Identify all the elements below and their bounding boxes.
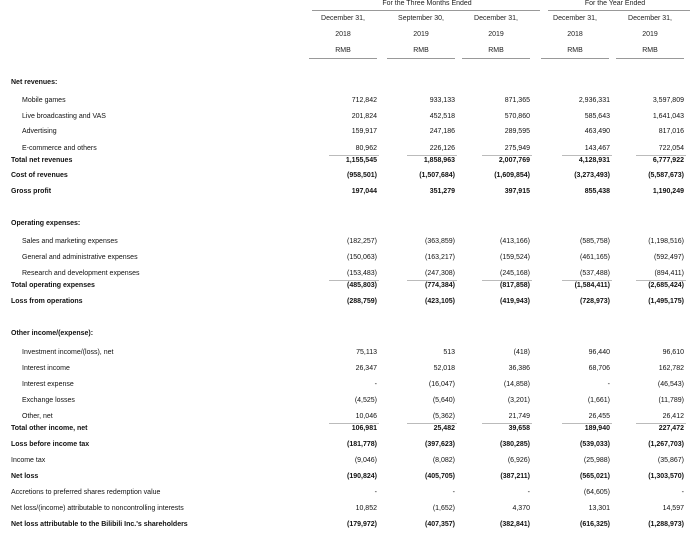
column-header-date: December 31, (474, 15, 518, 22)
row-value: 75,113 (356, 349, 377, 356)
row-value: 247,186 (429, 128, 455, 135)
column-header-underline (541, 58, 609, 59)
row-value: 14,597 (662, 505, 684, 512)
row-value: (387,211) (500, 473, 530, 480)
row-value: 289,595 (504, 128, 530, 135)
row-value: 201,824 (351, 113, 377, 120)
table-row (0, 349, 700, 361)
row-value: 871,365 (504, 97, 530, 104)
table-row (0, 128, 700, 140)
row-value: (1,495,175) (648, 298, 684, 305)
row-value: 1,190,249 (652, 188, 684, 195)
column-header-date: December 31, (321, 15, 365, 22)
row-value: 1,155,545 (345, 157, 377, 164)
row-value: (958,501) (347, 172, 377, 179)
column-header-year: 2018 (335, 31, 351, 38)
row-value: (382,841) (500, 521, 530, 528)
table-row (0, 425, 700, 437)
row-value: (2,685,424) (648, 282, 684, 289)
row-value: (419,943) (500, 298, 530, 305)
row-value: (485,803) (347, 282, 377, 289)
column-header-currency: RMB (567, 47, 583, 54)
table-row (0, 254, 700, 266)
table-row (0, 381, 700, 393)
row-value: 162,782 (658, 365, 684, 372)
row-value: (5,362) (432, 413, 455, 420)
table-row (0, 473, 700, 485)
row-value: (1,198,516) (648, 238, 684, 245)
column-header-currency: RMB (488, 47, 504, 54)
row-value: (14,858) (503, 381, 530, 388)
row-label: Operating expenses: (11, 220, 81, 227)
row-value: 106,981 (351, 425, 377, 432)
row-value: (585,758) (580, 238, 610, 245)
row-value: - (374, 381, 377, 388)
row-label: Loss from operations (11, 298, 83, 305)
row-value: 96,610 (662, 349, 684, 356)
row-value: - (374, 489, 377, 496)
subtotal-rule (329, 280, 379, 281)
row-label: Other income/(expense): (11, 330, 94, 337)
row-value: (539,033) (580, 441, 610, 448)
table-row (0, 282, 700, 294)
row-value: (418) (513, 349, 530, 356)
column-header-year: 2019 (642, 31, 658, 38)
subtotal-rule (482, 155, 532, 156)
row-label: Loss before income tax (11, 441, 90, 448)
row-value: 513 (443, 349, 455, 356)
row-value: (413,166) (500, 238, 530, 245)
row-value: (774,384) (425, 282, 455, 289)
column-header-underline (616, 58, 684, 59)
row-value: - (681, 489, 684, 496)
row-value: 10,852 (355, 505, 377, 512)
row-value: 6,777,922 (652, 157, 684, 164)
row-value: (181,778) (347, 441, 377, 448)
table-row (0, 441, 700, 453)
group-header-three-months: For the Three Months Ended (382, 0, 472, 7)
row-value: (182,257) (347, 238, 377, 245)
row-value: 52,018 (433, 365, 455, 372)
row-label: Live broadcasting and VAS (22, 113, 106, 120)
row-value: (8,082) (432, 457, 455, 464)
row-value: (190,824) (347, 473, 377, 480)
table-row (0, 172, 700, 184)
row-value: 855,438 (584, 188, 610, 195)
row-value: (423,105) (425, 298, 455, 305)
row-value: (405,705) (425, 473, 455, 480)
subtotal-rule (636, 423, 686, 424)
row-value: - (527, 489, 530, 496)
row-label: Investment income/(loss), net (22, 349, 114, 356)
table-row (0, 220, 700, 232)
row-label: Research and development expenses (22, 270, 140, 277)
row-value: (565,021) (580, 473, 610, 480)
column-header-currency: RMB (642, 47, 658, 54)
group-underline-year (548, 10, 690, 11)
row-label: Interest income (22, 365, 70, 372)
group-header-year: For the Year Ended (584, 0, 646, 7)
row-value: 10,046 (355, 413, 377, 420)
row-label: Net loss/(income) attributable to noncontrolling interests (11, 505, 184, 512)
row-label: Exchange losses (22, 397, 75, 404)
row-value: (894,411) (654, 270, 684, 277)
subtotal-rule (636, 155, 686, 156)
row-value: (1,288,973) (648, 521, 684, 528)
row-label: Accretions to preferred shares redemption value (11, 489, 161, 496)
row-value: 36,386 (508, 365, 530, 372)
row-value: (179,972) (347, 521, 377, 528)
column-header-year: 2019 (488, 31, 504, 38)
subtotal-rule (407, 423, 457, 424)
subtotal-rule (329, 155, 379, 156)
row-value: 2,007,769 (498, 157, 530, 164)
row-value: 21,749 (508, 413, 530, 420)
row-value: 1,641,043 (652, 113, 684, 120)
row-value: (363,859) (425, 238, 455, 245)
row-value: (817,858) (500, 282, 530, 289)
row-value: 275,949 (504, 145, 530, 152)
row-value: (407,357) (425, 521, 455, 528)
column-header-underline (387, 58, 455, 59)
subtotal-rule (562, 280, 612, 281)
subtotal-rule (482, 280, 532, 281)
row-label: Total other income, net (11, 425, 88, 432)
row-value: (3,201) (507, 397, 530, 404)
row-label: Mobile games (22, 97, 66, 104)
subtotal-rule (482, 423, 532, 424)
row-value: 226,126 (429, 145, 455, 152)
row-value: (592,497) (654, 254, 684, 261)
row-value: (163,217) (425, 254, 455, 261)
table-row (0, 298, 700, 310)
row-value: (380,285) (500, 441, 530, 448)
subtotal-rule (407, 155, 457, 156)
subtotal-rule (562, 155, 612, 156)
subtotal-rule (407, 280, 457, 281)
row-value: (245,168) (500, 270, 530, 277)
row-label: Net loss (11, 473, 39, 480)
row-value: 3,597,809 (652, 97, 684, 104)
table-row (0, 521, 700, 533)
column-header-year: 2019 (413, 31, 429, 38)
row-value: (1,661) (587, 397, 610, 404)
table-row (0, 188, 700, 200)
row-value: (1,584,411) (574, 282, 610, 289)
row-label: Total operating expenses (11, 282, 95, 289)
row-value: - (452, 489, 455, 496)
row-label: Interest expense (22, 381, 74, 388)
column-header-date: September 30, (398, 15, 444, 22)
row-label: Net loss attributable to the Bilibili Inc.'s shareholders (11, 521, 188, 528)
row-label: Income tax (11, 457, 46, 464)
row-value: 227,472 (658, 425, 684, 432)
row-value: 13,301 (588, 505, 610, 512)
row-value: (461,165) (580, 254, 610, 261)
row-value: 96,440 (588, 349, 610, 356)
row-label: Other, net (22, 413, 53, 420)
row-value: 39,658 (508, 425, 530, 432)
table-row (0, 113, 700, 125)
row-value: (35,867) (657, 457, 684, 464)
row-value: (288,759) (347, 298, 377, 305)
row-value: 570,860 (504, 113, 530, 120)
row-value: 351,279 (429, 188, 455, 195)
row-label: Net revenues: (11, 79, 58, 86)
row-label: General and administrative expenses (22, 254, 138, 261)
table-row (0, 365, 700, 377)
table-row (0, 457, 700, 469)
row-value: (616,325) (580, 521, 610, 528)
row-value: 197,044 (351, 188, 377, 195)
row-value: (25,988) (583, 457, 610, 464)
row-value: 189,940 (584, 425, 610, 432)
row-value: 26,347 (355, 365, 377, 372)
row-value: (1,267,703) (648, 441, 684, 448)
row-value: 80,962 (355, 145, 377, 152)
row-value: 933,133 (429, 97, 455, 104)
row-value: 68,706 (588, 365, 610, 372)
row-value: 4,128,931 (578, 157, 610, 164)
row-value: (9,046) (354, 457, 377, 464)
row-value: 817,016 (658, 128, 684, 135)
row-value: 26,455 (588, 413, 610, 420)
row-value: (397,623) (425, 441, 455, 448)
row-value: (153,483) (347, 270, 377, 277)
row-value: 397,915 (504, 188, 530, 195)
row-value: (1,652) (432, 505, 455, 512)
row-value: 463,490 (584, 128, 610, 135)
row-value: (46,543) (657, 381, 684, 388)
row-value: (247,308) (425, 270, 455, 277)
column-header-underline (462, 58, 530, 59)
column-header-underline (309, 58, 377, 59)
row-value: (5,640) (432, 397, 455, 404)
table-row (0, 157, 700, 169)
row-value: (159,524) (500, 254, 530, 261)
row-value: (150,063) (347, 254, 377, 261)
row-value: 4,370 (512, 505, 530, 512)
table-row (0, 330, 700, 342)
row-value: 452,518 (429, 113, 455, 120)
table-row (0, 79, 700, 91)
row-label: Advertising (22, 128, 57, 135)
row-value: 585,643 (584, 113, 610, 120)
row-value: 1,858,963 (423, 157, 455, 164)
column-header-currency: RMB (413, 47, 429, 54)
row-value: (1,303,570) (648, 473, 684, 480)
row-value: (4,525) (354, 397, 377, 404)
row-value: 722,054 (658, 145, 684, 152)
table-row (0, 505, 700, 517)
group-underline-three-months (312, 10, 540, 11)
column-header-currency: RMB (335, 47, 351, 54)
row-value: - (607, 381, 610, 388)
row-value: (3,273,493) (574, 172, 610, 179)
table-row (0, 97, 700, 109)
row-value: (537,488) (580, 270, 610, 277)
column-header-date: December 31, (628, 15, 672, 22)
table-row (0, 397, 700, 409)
row-label: Gross profit (11, 188, 52, 195)
row-value: (1,609,854) (494, 172, 530, 179)
column-header-year: 2018 (567, 31, 583, 38)
row-label: E-commerce and others (22, 145, 97, 152)
row-value: (16,047) (428, 381, 455, 388)
row-label: Cost of revenues (11, 172, 68, 179)
row-value: (728,973) (580, 298, 610, 305)
table-row (0, 489, 700, 501)
row-value: (6,926) (507, 457, 530, 464)
row-label: Total net revenues (11, 157, 73, 164)
row-value: 159,917 (351, 128, 377, 135)
column-header-date: December 31, (553, 15, 597, 22)
row-value: 25,482 (433, 425, 455, 432)
row-value: 2,936,331 (578, 97, 610, 104)
row-value: (5,587,673) (648, 172, 684, 179)
row-value: (11,789) (658, 397, 684, 404)
subtotal-rule (562, 423, 612, 424)
table-row (0, 238, 700, 250)
row-label: Sales and marketing expenses (22, 238, 118, 245)
row-value: 712,842 (351, 97, 377, 104)
row-value: (1,507,684) (419, 172, 455, 179)
row-value: (64,605) (583, 489, 610, 496)
subtotal-rule (636, 280, 686, 281)
row-value: 26,412 (662, 413, 684, 420)
subtotal-rule (329, 423, 379, 424)
row-value: 143,467 (584, 145, 610, 152)
